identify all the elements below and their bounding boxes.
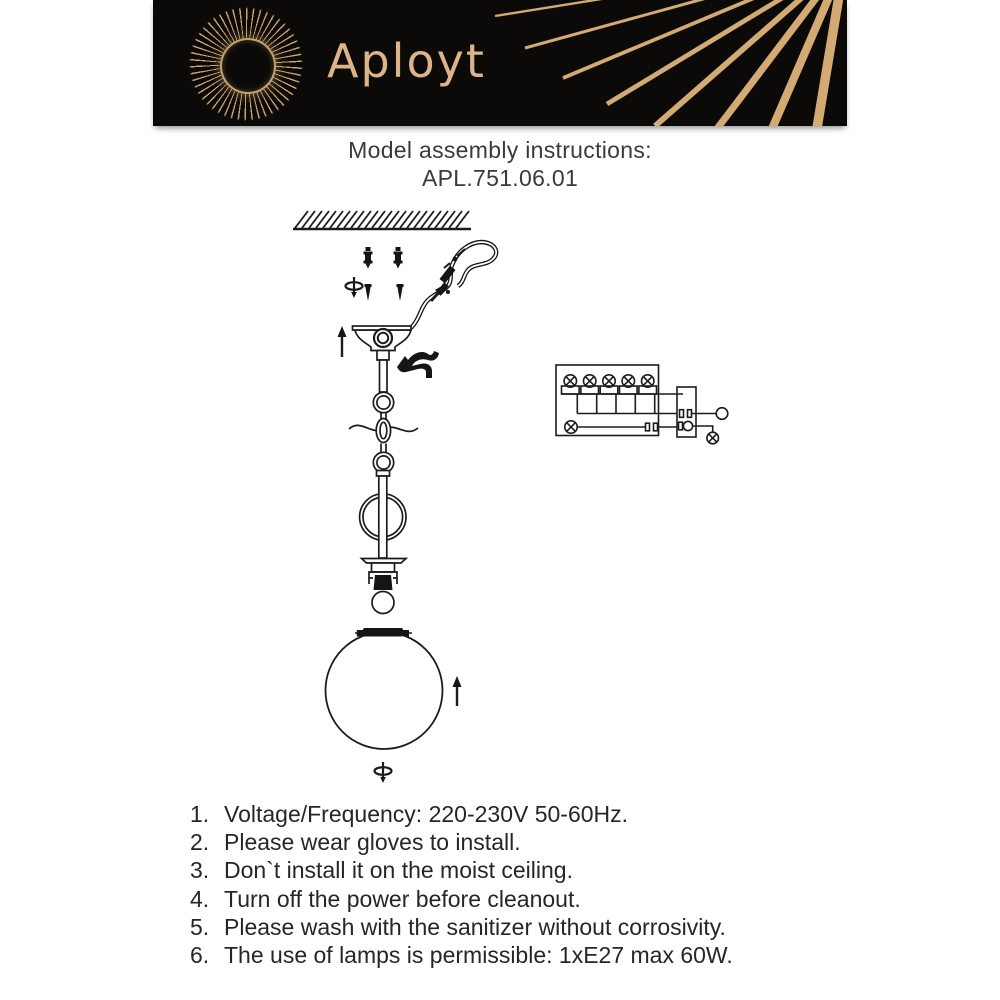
list-item-number: 3. [190, 857, 210, 884]
model-number: APL.751.06.01 [421, 165, 579, 191]
list-item [190, 913, 850, 941]
page-title: Model assembly instructions: [348, 137, 652, 163]
lamp-holder [374, 575, 393, 590]
list-item-number: 2. [190, 829, 210, 856]
lamp-socket [362, 559, 407, 614]
instruction-list [190, 800, 850, 969]
list-item-text: The use of lamps is permissible: 1xE27 max 60W. [224, 942, 733, 969]
list-item-text: Voltage/Frequency: 220-230V 50-60Hz. [224, 801, 629, 827]
assembly-diagram [150, 195, 850, 795]
chain-assembly [349, 360, 418, 473]
up-arrow-icon [338, 326, 347, 357]
wiring-diagram [556, 365, 728, 444]
list-item [190, 828, 850, 856]
list-item-number: 4. [190, 885, 210, 912]
list-item [190, 885, 850, 913]
lamp-symbol [562, 375, 580, 394]
brand-name: Aployt [327, 34, 486, 88]
wire-drop [577, 394, 654, 414]
globe-shade [326, 628, 443, 749]
wall-anchor-icon [364, 247, 403, 269]
screw-icon [365, 284, 404, 301]
power-cable [411, 242, 496, 328]
connector-symbol [716, 408, 728, 420]
list-item-number: 1. [190, 801, 210, 827]
list-item-number: 6. [190, 942, 210, 969]
up-arrow-icon [453, 676, 462, 706]
lamp-symbol [707, 432, 719, 444]
list-item-number: 5. [190, 913, 210, 940]
stem-and-ring [360, 471, 406, 559]
list-item-text: Please wash with the sanitizer without corrosivity. [224, 913, 726, 940]
title-block [153, 136, 847, 192]
list-item-text: Turn off the power before cleanout. [224, 885, 581, 912]
lamp-symbol [639, 375, 657, 394]
sunburst-logo-core [220, 38, 276, 94]
corner-rays-decoration [467, 0, 847, 126]
lamp-symbol [620, 375, 638, 394]
list-item [190, 856, 850, 884]
ceiling-canopy [353, 326, 412, 360]
wrench-icon [397, 351, 439, 378]
lamp-symbol [565, 421, 577, 433]
brand-header [153, 0, 847, 126]
light-bulb [372, 592, 394, 614]
list-item [190, 941, 850, 969]
list-item-text: Don`t install it on the moist ceiling. [224, 857, 573, 884]
ceiling-hatch [293, 211, 471, 229]
list-item [190, 800, 850, 828]
lamp-symbol [581, 375, 599, 394]
list-item-text: Please wear gloves to install. [224, 829, 521, 856]
lamp-symbol [600, 375, 618, 394]
rotate-icon [375, 762, 392, 783]
rotate-icon [346, 277, 363, 298]
